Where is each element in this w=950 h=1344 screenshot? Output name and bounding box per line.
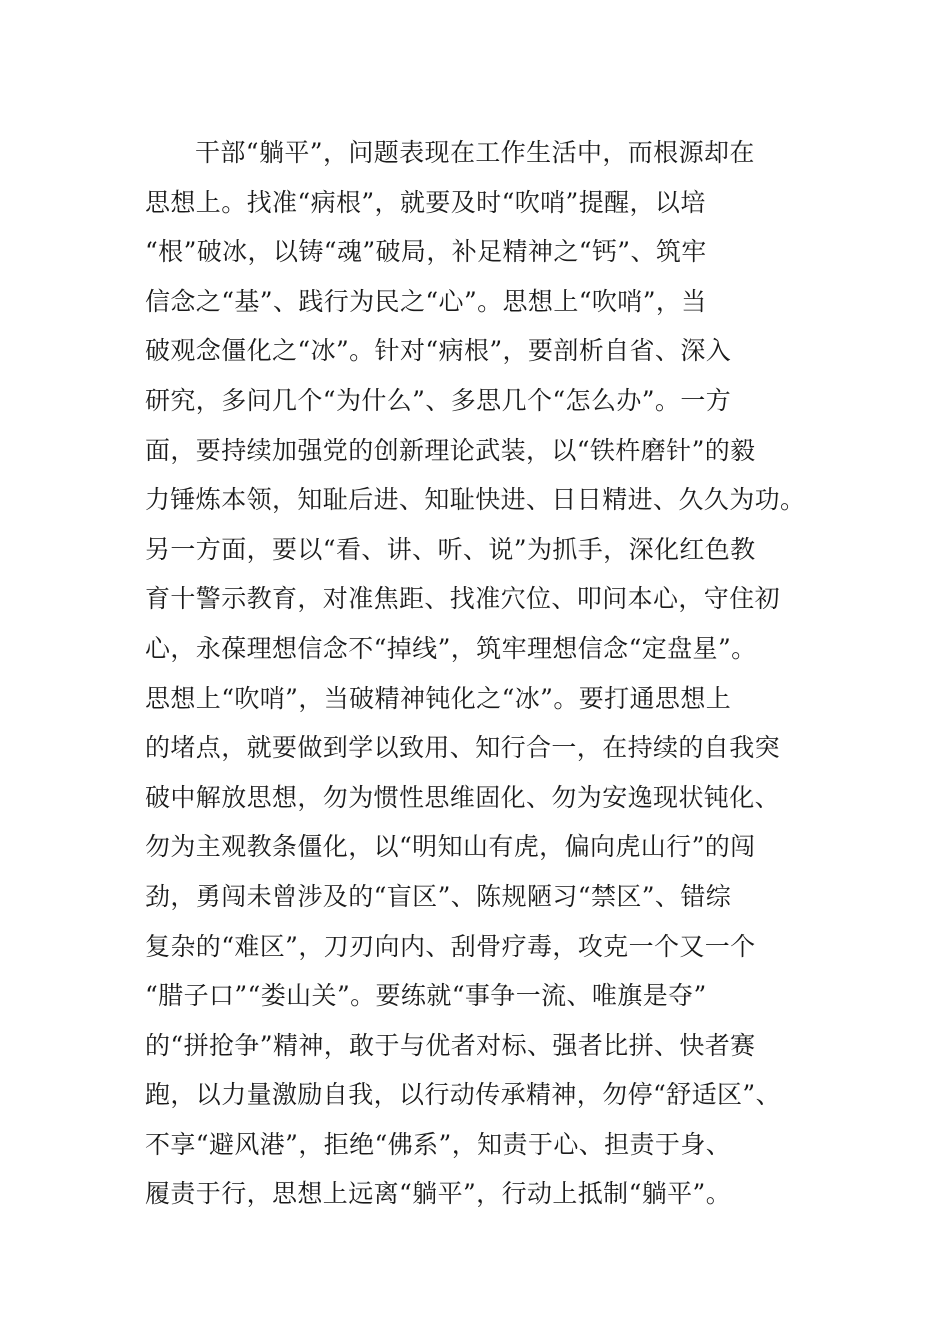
text-line: 另一方面，要以“看、讲、听、说”为抓手，深化红色教 (145, 534, 756, 564)
text-line: 复杂的“难区”，刀刃向内、刮骨疗毒，攻克一个又一个 (145, 931, 756, 961)
text-line: 跑，以力量激励自我，以行动传承精神，勿停“舒适区”、 (145, 1080, 781, 1110)
text-line: 思想上“吹哨”，当破精神钝化之“冰”。要打通思想上 (145, 683, 732, 713)
text-line: 的堵点，就要做到学以致用、知行合一，在持续的自我突 (145, 733, 781, 763)
text-line: 信念之“基”、践行为民之“心”。思想上“吹哨”，当 (145, 286, 707, 316)
text-line: 心，永葆理想信念不“掉线”，筑牢理想信念“定盘星”。 (145, 633, 757, 663)
body-paragraph (145, 128, 825, 1219)
text-line: “腊子口”“娄山关”。要练就“事争一流、唯旗是夺” (145, 981, 707, 1011)
text-line: 研究，多问几个“为什么”、多思几个“怎么办”。一方 (145, 385, 732, 415)
text-line: “根”破冰，以铸“魂”破局，补足精神之“钙”、筑牢 (145, 237, 707, 267)
text-line: 的“拼抢争”精神，敢于与优者对标、强者比拼、快者赛 (145, 1030, 756, 1060)
text-line: 破观念僵化之“冰”。针对“病根”，要剖析自省、深入 (145, 336, 732, 366)
text-line: 育十警示教育，对准焦距、找准穴位、叩问本心，守住初 (145, 584, 781, 614)
text-line: 劲，勇闯未曾涉及的“盲区”、陈规陋习“禁区”、错综 (145, 881, 732, 911)
text-line: 履责于行，思想上远离“躺平”，行动上抵制“躺平”。 (145, 1179, 732, 1209)
text-line: 思想上。找准“病根”，就要及时“吹哨”提醒，以培 (145, 187, 706, 217)
text-line: 不享“避风港”，拒绝“佛系”，知责于心、担责于身、 (145, 1129, 732, 1159)
text-line: 勿为主观教条僵化，以“明知山有虎，偏向虎山行”的闯 (145, 832, 756, 862)
text-line: 面，要持续加强党的创新理论武装，以“铁杵磨针”的毅 (145, 435, 756, 465)
text-line: 力锤炼本领，知耻后进、知耻快进、日日精进、久久为功。 (145, 485, 806, 515)
text-line: 干部“躺平”，问题表现在工作生活中，而根源却在 (195, 138, 755, 167)
text-line: 破中解放思想，勿为惯性思维固化、勿为安逸现状钝化、 (145, 782, 781, 812)
